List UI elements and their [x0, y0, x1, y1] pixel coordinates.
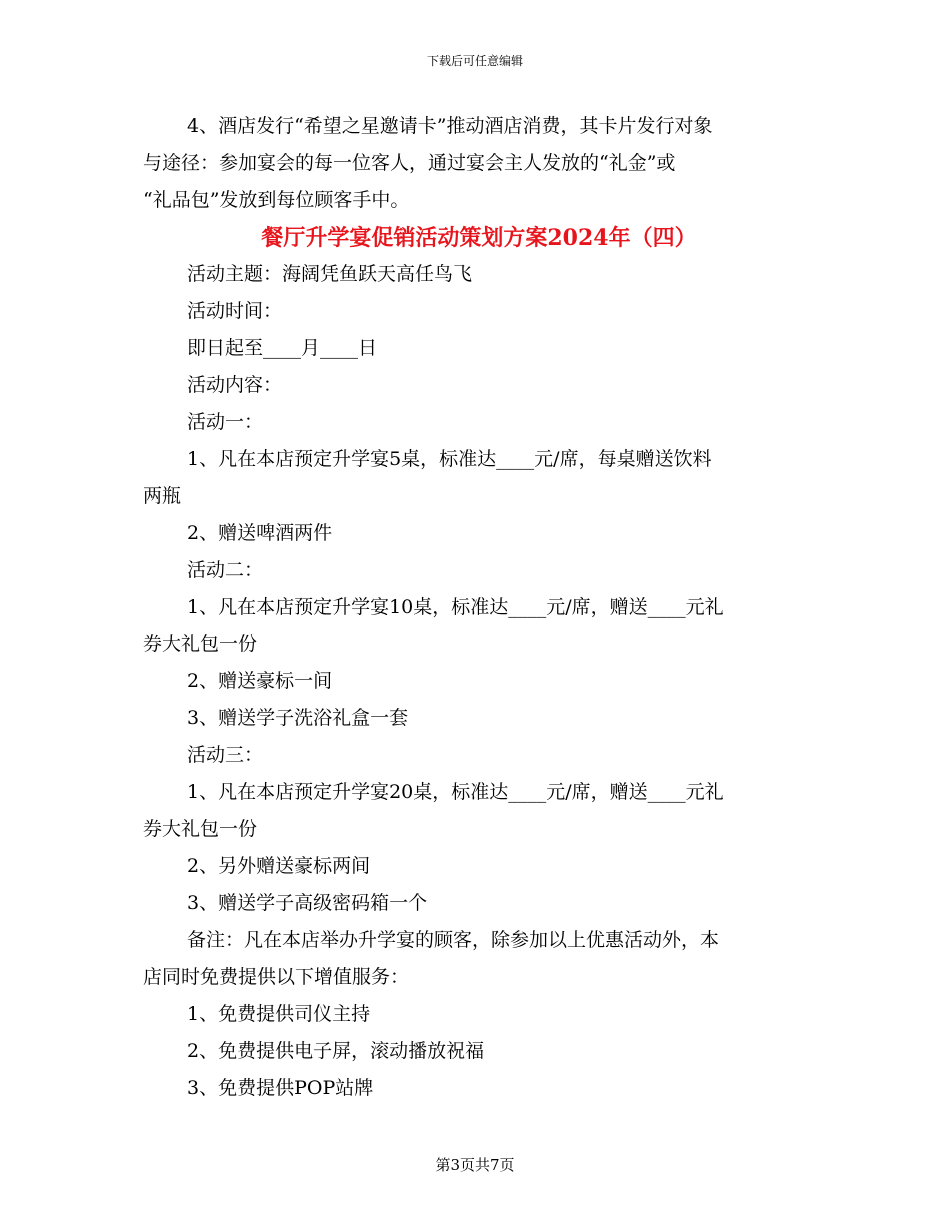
activity-three-item: 2、另外赠送豪标两间: [187, 855, 371, 877]
activity-two-item: 2、赠送豪标一间: [187, 670, 333, 692]
activity-one-item: 1、凡在本店预定升学宴5桌，标准达____元/席，每桌赠送饮料: [187, 448, 712, 470]
section-title: 餐厅升学宴促销活动策划方案2024年（四）: [261, 225, 697, 251]
activity-time-value: 即日起至____月____日: [187, 337, 378, 359]
activity-one-item-cont: 两瓶: [143, 485, 182, 507]
activity-one-label: 活动一：: [187, 411, 264, 433]
activity-three-label: 活动三：: [187, 744, 264, 766]
activity-three-item: 3、赠送学子高级密码箱一个: [187, 892, 428, 914]
activity-three-item-cont: 券大礼包一份: [143, 818, 258, 840]
activity-three-item: 1、凡在本店预定升学宴20桌，标准达____元/席，赠送____元礼: [187, 781, 724, 803]
activity-two-item-cont: 券大礼包一份: [143, 633, 258, 655]
remark-line: 店同时免费提供以下增值服务：: [143, 966, 410, 988]
activity-two-item: 1、凡在本店预定升学宴10桌，标准达____元/席，赠送____元礼: [187, 596, 724, 618]
activity-one-item: 2、赠送啤酒两件: [187, 522, 333, 544]
remark-line: 备注：凡在本店举办升学宴的顾客，除参加以上优惠活动外，本: [187, 929, 720, 951]
page-header: 下载后可任意编辑: [426, 54, 523, 68]
intro-line: “礼品包”发放到每位顾客手中。: [143, 189, 410, 211]
remark-item: 2、免费提供电子屏，滚动播放祝福: [187, 1040, 485, 1062]
remark-item: 3、免费提供POP站牌: [187, 1077, 374, 1099]
document-body: [143, 108, 815, 1107]
activity-content-label: 活动内容：: [187, 374, 283, 396]
activity-two-item: 3、赠送学子洗浴礼盒一套: [187, 707, 409, 729]
activity-theme: 活动主题：海阔凭鱼跃天高任鸟飞: [187, 263, 473, 285]
activity-time-label: 活动时间：: [187, 300, 283, 322]
activity-two-label: 活动二：: [187, 559, 264, 581]
remark-item: 1、免费提供司仪主持: [187, 1003, 371, 1025]
intro-line: 与途径：参加宴会的每一位客人，通过宴会主人发放的“礼金”或: [143, 152, 676, 174]
page-footer: 第3页共7页: [435, 1156, 515, 1174]
intro-line: 4、酒店发行“希望之星邀请卡”推动酒店消费，其卡片发行对象: [187, 115, 713, 137]
